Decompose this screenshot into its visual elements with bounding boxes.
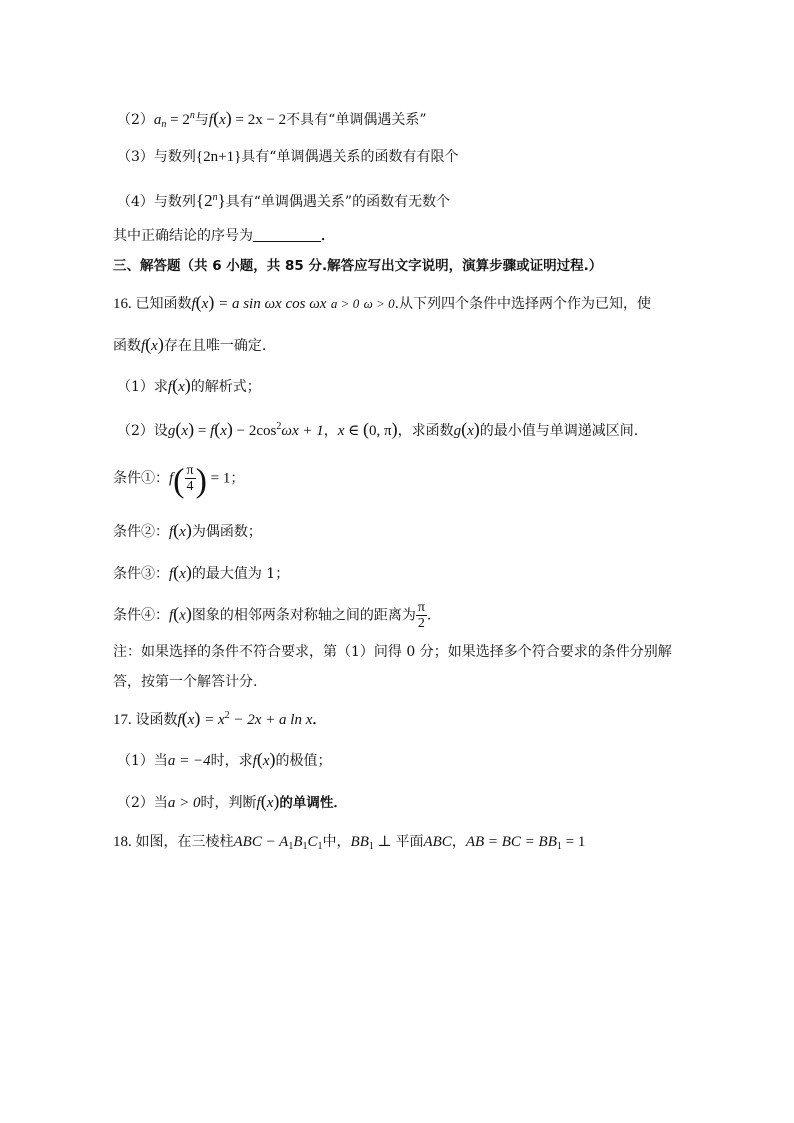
text: 设 [153, 423, 168, 439]
math-sup: n [212, 192, 218, 203]
text: 函数 [113, 338, 141, 354]
question-number: 18. [113, 834, 136, 850]
paren-open: ( [145, 334, 152, 354]
math-expr: AB = BC = BB [465, 834, 557, 850]
text: ，求函数 [397, 423, 454, 439]
fraction [185, 463, 196, 494]
math-sub: n [161, 119, 167, 130]
paren-close: ) [208, 292, 215, 312]
paren-open: ( [173, 462, 185, 500]
fraction-numerator: π [186, 463, 194, 478]
math-expr: ⊥ [373, 834, 396, 850]
paren-close: ) [473, 419, 480, 439]
text: 平面 [395, 834, 424, 850]
math-expr: x ∈ [337, 423, 364, 439]
paren-close: ) [269, 749, 276, 769]
math-var: x [262, 753, 270, 769]
condition-4 [113, 600, 431, 631]
answer-blank [253, 227, 321, 242]
paren-open: ( [173, 603, 180, 624]
statement-2 [117, 106, 426, 135]
paren-close: ) [194, 708, 201, 728]
math-func: f [252, 753, 257, 769]
math-func: g [453, 423, 462, 439]
math-expr: ωx + 1 [281, 423, 324, 439]
text: 时，判断 [200, 795, 257, 811]
paren-open: ( [175, 419, 182, 439]
paren-close: ) [273, 791, 280, 811]
text: 的单调性． [279, 795, 347, 811]
math-sub: 1 [368, 841, 374, 852]
paren-open: ( [181, 708, 188, 728]
math-expr: ABC [423, 834, 452, 850]
paren-close: ) [185, 562, 192, 582]
text: 当 [153, 753, 168, 769]
math-sup: n [189, 110, 195, 121]
math-var: x [219, 112, 226, 128]
text: 存在且唯一确定. [163, 338, 267, 354]
math-func: f [191, 296, 196, 312]
statement-4 [117, 188, 450, 212]
math-var: x [220, 423, 227, 439]
math-var: x [151, 338, 158, 354]
question-16-part-2 [117, 417, 638, 441]
fraction [416, 600, 427, 631]
paren-close: ) [226, 419, 233, 439]
math-expr: = 1 [206, 470, 231, 487]
math-var: x [178, 379, 185, 395]
math-expr: a > 0 [330, 296, 360, 311]
condition-1 [113, 463, 244, 499]
math-func: f [169, 566, 174, 582]
math-var: x [179, 524, 186, 540]
paren-close: ) [188, 419, 195, 439]
question-number: 16. [113, 296, 136, 312]
paren-open: ( [260, 791, 267, 811]
text: 不具有“单调偶遇关系” [286, 112, 427, 128]
math-expr: C [307, 834, 318, 850]
math-expr: = 2x − 2 [231, 112, 287, 128]
math-sub: 1 [556, 841, 562, 852]
text: 其中正确结论的序号为 [113, 228, 253, 244]
math-func: f [167, 379, 173, 395]
text: .从下列四个条件中选择两个作为已知，使 [394, 296, 652, 312]
math-expr: a = −4 [167, 753, 211, 769]
math-expr: ω > 0 [363, 296, 395, 311]
text: 条件④： [113, 607, 169, 624]
paren-open: ( [256, 749, 263, 769]
math-expr: = [194, 423, 211, 439]
item-number: （4） [117, 194, 154, 210]
item-number: （3） [117, 149, 154, 165]
math-expr: } [217, 191, 226, 210]
text: 已知函数 [135, 296, 192, 312]
math-func: f [169, 470, 174, 487]
text: 与数列 [153, 194, 196, 210]
math-var: x [179, 566, 186, 582]
text: 的最大值为 1； [191, 566, 290, 582]
fraction-denominator: 4 [186, 479, 194, 494]
paren-close: ) [185, 520, 192, 540]
math-var: x [266, 795, 274, 811]
paren-open: ( [172, 375, 179, 395]
math-expr: = x [200, 712, 225, 728]
paren-open: ( [214, 419, 221, 439]
question-16-cont [113, 334, 266, 356]
fraction-numerator: π [417, 600, 425, 615]
item-number: （2） [117, 795, 154, 811]
statement-3 [117, 147, 458, 167]
math-expr: {2n+1} [195, 149, 242, 165]
text: ； [230, 470, 245, 487]
math-sub: 1 [302, 841, 308, 852]
text: 具有“单调偶遇关系”的函数有无数个 [225, 194, 451, 210]
section-heading: 三、解答题（共 6 小题，共 85 分.解答应写出文字说明，演算步骤或证明过程.） [113, 258, 603, 274]
math-func: f [208, 112, 214, 128]
text: 的最小值与单调递减区间. [479, 423, 639, 439]
question-16 [113, 292, 651, 314]
paren-close: ) [185, 603, 192, 624]
math-sup: 2 [224, 710, 230, 721]
text: 与数列 [153, 149, 196, 165]
math-var: x [181, 423, 189, 439]
condition-2 [113, 520, 262, 542]
text: 图象的相邻两条对称轴之间的距离为 [191, 607, 416, 624]
math-expr: BB [350, 834, 369, 850]
math-expr: = 1 [561, 834, 586, 850]
text: 条件③： [113, 566, 169, 582]
paren-open: ( [363, 419, 370, 439]
question-17-part-2 [117, 791, 347, 813]
paren-open: ( [195, 292, 202, 312]
paren-close: ) [157, 334, 164, 354]
text: ． [321, 228, 335, 244]
paren-close: ) [184, 375, 191, 395]
math-func: f [141, 338, 146, 354]
math-expr: ABC − A [233, 834, 289, 850]
math-var: x [179, 607, 186, 624]
math-func: g [167, 423, 176, 439]
math-func: f [169, 524, 174, 540]
text: 条件①： [113, 470, 169, 487]
math-expr: 0, π [369, 423, 392, 439]
item-number: （2） [117, 112, 154, 128]
paren-close: ) [195, 462, 207, 500]
math-expr: B [293, 834, 303, 850]
question-17 [113, 706, 326, 730]
text: 的极值； [275, 753, 332, 769]
math-var: x [187, 712, 195, 728]
fraction-denominator: 2 [417, 616, 425, 631]
answer-prompt [113, 226, 335, 246]
text: 中， [322, 834, 351, 850]
math-var: x [201, 296, 209, 312]
math-func: f [169, 607, 174, 624]
math-sup: 2 [276, 421, 282, 432]
text: ， [451, 834, 466, 850]
text: ， [323, 423, 338, 439]
item-number: （1） [117, 753, 154, 769]
paren-close: ) [391, 419, 398, 439]
math-var: a [153, 112, 162, 128]
paren-open: ( [213, 108, 220, 128]
question-number: 17. [113, 712, 136, 728]
item-number: （1） [117, 379, 154, 395]
text: . [426, 607, 432, 624]
math-func: f [177, 712, 182, 728]
paren-open: ( [173, 562, 180, 582]
text: 当 [153, 795, 168, 811]
note-line-2: 答，按第一个解答计分. [113, 674, 258, 690]
text: 求 [153, 379, 168, 395]
question-16-part-1 [117, 375, 261, 397]
text: 具有“单调偶遇关系的函数有有限个 [241, 149, 459, 165]
math-expr: − 2x + a ln x [229, 712, 313, 728]
text: 设函数 [135, 712, 178, 728]
text: 如图，在三棱柱 [135, 834, 234, 850]
math-expr: a > 0 [167, 795, 201, 811]
text: 为偶函数； [191, 524, 262, 540]
math-expr: = 2 [166, 112, 190, 128]
note-line-1: 注：如果选择的条件不符合要求，第（1）问得 0 分；如果选择多个符合要求的条件分别解 [113, 644, 672, 660]
math-func: f [256, 795, 261, 811]
question-18 [113, 832, 585, 857]
condition-3 [113, 562, 289, 584]
text: 的解析式； [190, 379, 261, 395]
text: 与 [194, 112, 209, 128]
math-sub: 1 [288, 841, 294, 852]
paren-open: ( [173, 520, 180, 540]
math-expr: {2 [195, 191, 213, 210]
text: 条件②： [113, 524, 169, 540]
math-expr: = a sin ωx cos ωx [214, 296, 327, 312]
question-17-part-1 [117, 749, 332, 771]
math-sub: 1 [317, 841, 323, 852]
text: 时，求 [210, 753, 253, 769]
math-func: f [210, 423, 215, 439]
text: ． [312, 712, 326, 728]
item-number: （2） [117, 423, 154, 439]
paren-open: ( [461, 419, 468, 439]
paren-close: ) [225, 108, 232, 128]
math-var: x [467, 423, 474, 439]
math-expr: − 2cos [232, 423, 277, 439]
